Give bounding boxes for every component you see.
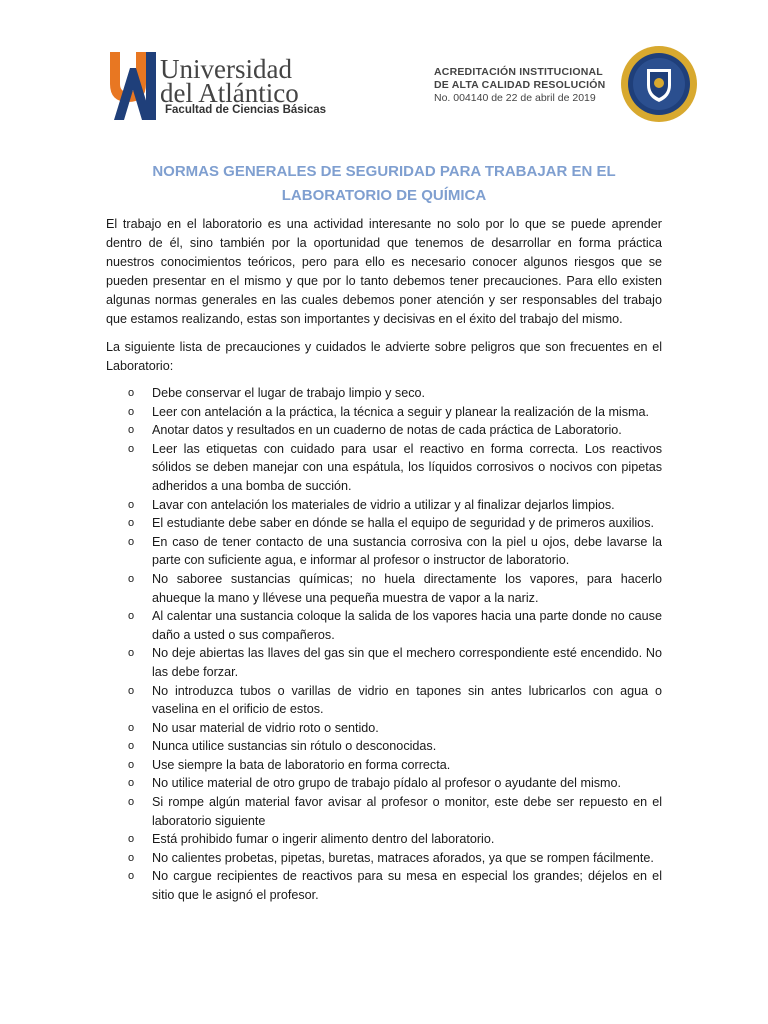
list-item [106, 830, 662, 849]
list-item [106, 719, 662, 738]
university-name-line2: del Atlántico [160, 78, 299, 108]
list-item [106, 496, 662, 515]
rule-text: En caso de tener contacto de una sustancia corrosiva con la piel u ojos, debe lavarse la parte con suficiente agua, e informar al profesor o instructor de laboratorio. [152, 534, 662, 568]
bullet-icon: o [128, 740, 135, 753]
bullet-icon: o [128, 870, 135, 883]
rule-text: Leer con antelación a la práctica, la técnica a seguir y planear la realización de la misma. [152, 404, 650, 419]
accreditation-block [434, 66, 614, 105]
rule-text: Está prohibido fumar o ingerir alimento dentro del laboratorio. [152, 832, 495, 847]
rule-text: Debe conservar el lugar de trabajo limpio y seco. [152, 386, 426, 400]
page-header [0, 0, 768, 130]
rule-text: Leer las etiquetas con cuidado para usar el reactivo en forma correcta. Los reactivos sólidos se deben manejar con una espátula, los líquidos corrosivos o nocivos con pipetas adheridos a una bomba de succión. [152, 441, 662, 493]
bullet-icon: o [128, 517, 135, 530]
bullet-icon: o [128, 647, 135, 660]
list-item [106, 849, 662, 868]
bullet-icon: o [128, 721, 135, 734]
rule-text: No usar material de vidrio roto o sentido. [152, 720, 379, 735]
list-intro-paragraph: La siguiente lista de precauciones y cuidados le advierte sobre peligros que son frecuentes en el Laboratorio: [106, 340, 662, 373]
list-item [106, 607, 662, 644]
list-item [106, 644, 662, 681]
accreditation-seal-icon [620, 45, 698, 123]
accreditation-line1: ACREDITACIÓN INSTITUCIONAL [434, 66, 603, 78]
rule-text: No saboree sustancias químicas; no huela directamente los vapores, para hacerlo ahueque la mano y llévese una pequeña muestra de vapor a la nariz. [152, 571, 662, 605]
list-item [106, 682, 662, 719]
list-item [106, 384, 662, 403]
rule-text: Al calentar una sustancia coloque la salida de los vapores hacia una parte donde no cause daño a usted o sus compañeros. [152, 609, 662, 642]
rule-text: No calientes probetas, pipetas, buretas, matraces aforados, ya que se rompen fácilmente. [152, 850, 654, 865]
university-name [160, 54, 299, 108]
accreditation-line3: No. 004140 de 22 de abril de 2019 [434, 92, 596, 104]
accreditation-line2: DE ALTA CALIDAD RESOLUCIÓN [434, 79, 606, 91]
bullet-icon: o [128, 387, 135, 399]
rule-text: Lavar con antelación los materiales de vidrio a utilizar y al finalizar dejarlos limpios. [152, 497, 615, 512]
list-item [106, 867, 662, 904]
list-item [106, 774, 662, 793]
bullet-icon: o [128, 758, 135, 771]
safety-rules-list [106, 384, 662, 905]
list-item [106, 440, 662, 496]
university-name-line1: Universidad [160, 54, 292, 84]
bullet-icon: o [128, 572, 135, 585]
bullet-icon: o [128, 833, 135, 846]
faculty-name: Facultad de Ciencias Básicas [165, 104, 327, 116]
list-item [106, 756, 662, 775]
bullet-icon: o [128, 424, 135, 437]
rule-text: No utilice material de otro grupo de trabajo pídalo al profesor o ayudante del mismo. [152, 776, 622, 791]
rule-text: Use siempre la bata de laboratorio en forma correcta. [152, 757, 451, 772]
list-item [106, 514, 662, 533]
bullet-icon: o [128, 498, 135, 511]
intro-paragraph: El trabajo en el laboratorio es una actividad interesante no solo por lo que se puede aprender dentro de él, sino también por la oportunidad que tenemos de desarrollar en forma práctica nuestros conocimientos teóricos, pero para ello es necesario conocer algunos riesgos que se pueden presentar en el mismo y que por lo tanto debemos tener precauciones. Para ello existen algunas normas generales en las cuales debemos poner atención y ser responsables del trabajo que estamos realizando, estas son importantes y decisivas en el éxito del trabajo del mismo. [106, 217, 662, 326]
bullet-icon: o [128, 851, 135, 864]
bullet-icon: o [128, 535, 135, 548]
list-item [106, 793, 662, 830]
list-item [106, 570, 662, 607]
rule-text: Anotar datos y resultados en un cuaderno de notas de cada práctica de Laboratorio. [152, 423, 622, 438]
list-item [106, 421, 662, 440]
university-logo-icon [106, 46, 158, 121]
document-title: NORMAS GENERALES DE SEGURIDAD PARA TRABAJAR EN EL LABORATORIO DE QUÍMICA [152, 163, 616, 204]
list-item [106, 533, 662, 570]
rule-text: No introduzca tubos o varillas de vidrio en tapones sin antes lubricarlos con agua o vaselina en el orificio de estos. [152, 683, 662, 717]
bullet-icon: o [128, 405, 135, 418]
rule-text: El estudiante debe saber en dónde se halla el equipo de seguridad y de primeros auxilios. [152, 516, 654, 531]
rule-text: No cargue recipientes de reactivos para su mesa en especial los grandes; déjelos en el sitio que le asignó el profesor. [152, 869, 662, 903]
bullet-icon: o [128, 777, 135, 790]
rule-text: Nunca utilice sustancias sin rótulo o desconocidas. [152, 739, 437, 754]
bullet-icon: o [128, 684, 135, 697]
list-item [106, 737, 662, 756]
bullet-icon: o [128, 796, 135, 809]
rule-text: No deje abiertas las llaves del gas sin que el mechero correspondiente esté encendido. No las debe forzar. [152, 646, 662, 679]
list-item [106, 403, 662, 422]
bullet-icon: o [128, 610, 135, 623]
rule-text: Si rompe algún material favor avisar al profesor o monitor, este debe ser repuesto en el laboratorio siguiente [152, 795, 662, 828]
bullet-icon: o [128, 442, 135, 455]
